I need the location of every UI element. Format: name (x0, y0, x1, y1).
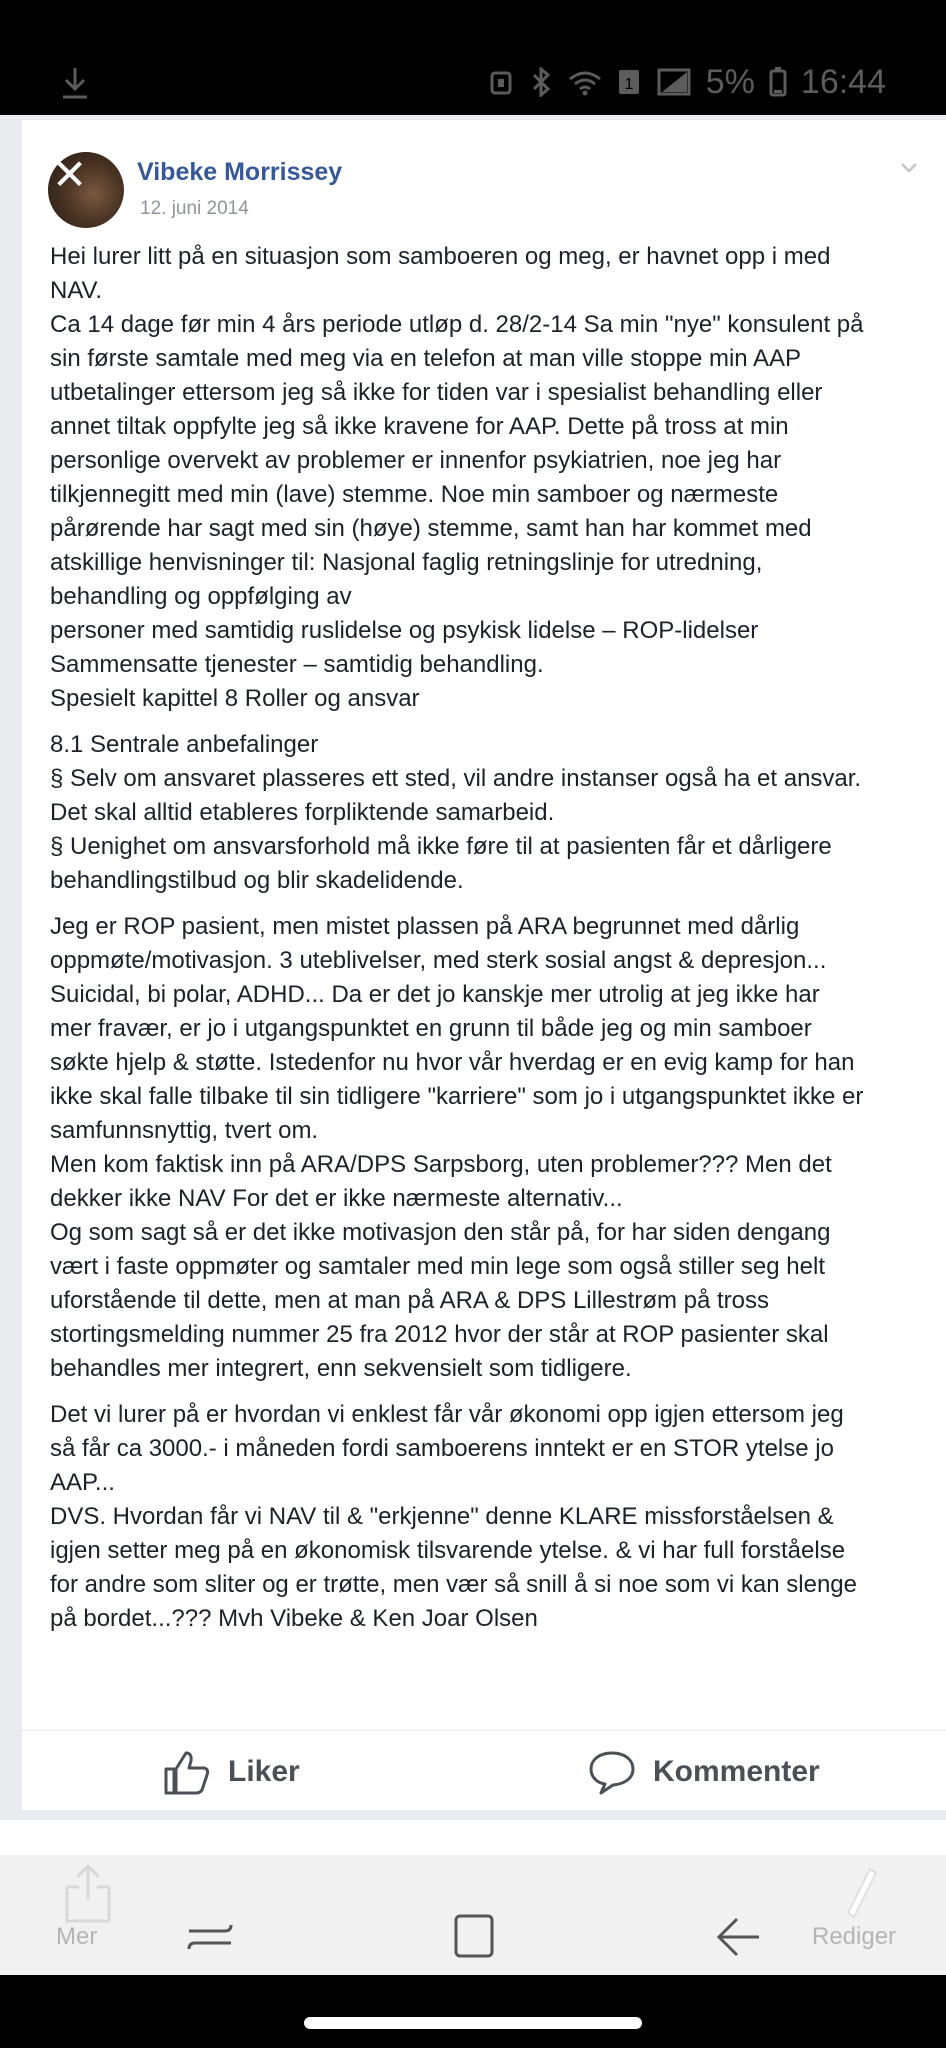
action-bar (22, 1730, 946, 1810)
post-text-line: NAV. (50, 277, 103, 304)
post-text-line: pårørende har sagt med sin (høye) stemme, samt han har kommet med (50, 515, 812, 542)
post-text-line: Suicidal, bi polar, ADHD... Da er det jo kanskje mer utrolig at jeg ikke har (50, 981, 820, 1008)
post-text-line: Hei lurer litt på en situasjon som samboeren og meg, er havnet opp i med (50, 243, 831, 270)
post-text-line: igjen setter meg på en økonomisk tilsvarende ytelse. & vi har full forståelse (50, 1537, 846, 1564)
clock: 16:44 (800, 62, 886, 101)
post-text-line: Ca 14 dage før min 4 års periode utløp d. 28/2-14 Sa min "nye" konsulent på (50, 311, 864, 338)
post-text-line: Men kom faktisk inn på ARA/DPS Sarpsborg, uten problemer??? Men det (50, 1151, 832, 1178)
like-label: Liker (228, 1755, 300, 1788)
battery-icon (769, 67, 787, 97)
share-icon (59, 1863, 117, 1927)
back-icon[interactable] (715, 1915, 765, 1959)
sim-icon (616, 67, 642, 97)
post-text-line: utbetalinger ettersom jeg så ikke for tiden var i spesialist behandling eller (50, 379, 823, 406)
post-text-line: behandling og oppfølging av (50, 583, 352, 610)
chevron-down-icon[interactable] (898, 156, 920, 178)
post-text-line: Sammensatte tjenester – samtidig behandling. (50, 651, 544, 678)
post-text-line: uforstående til dette, men at man på ARA & DPS Lillestrøm på tross (50, 1287, 770, 1314)
post-text-line: personlige overvekt av problemer er innenfor psykiatrien, noe jeg har (50, 447, 782, 474)
post-paragraph (50, 240, 930, 716)
edit-label: Rediger (812, 1923, 897, 1950)
alarm-icon (488, 67, 514, 97)
post-text-line: stortingsmelding nummer 25 fra 2012 hvor der står at ROP pasienter skal (50, 1321, 829, 1348)
wifi-icon (568, 67, 602, 97)
image-viewer (0, 115, 946, 1855)
home-gesture-bar[interactable] (304, 2017, 642, 2029)
download-icon (60, 66, 90, 100)
like-button[interactable] (162, 1747, 300, 1797)
post-text-line: ikke skal falle tilbake til sin tidligere "karriere" som jo i utgangspunktet ikke er (50, 1083, 864, 1110)
close-icon[interactable]: ✕ (52, 152, 88, 199)
post-text-line: 8.1 Sentrale anbefalinger (50, 731, 319, 758)
post-text-line: Det skal alltid etableres forpliktende samarbeid. (50, 799, 555, 826)
edit-button[interactable] (800, 1865, 920, 1930)
post-text-line: Jeg er ROP pasient, men mistet plassen på ARA begrunnet med dårlig (50, 913, 800, 940)
navigation-bar (0, 1975, 946, 2048)
author-name[interactable]: Vibeke Morrissey (137, 158, 343, 186)
post-text-line: tilkjennegitt med min (lave) stemme. Noe min samboer og nærmeste (50, 481, 779, 508)
comment-button[interactable] (587, 1747, 820, 1797)
post-text-line: § Selv om ansvaret plasseres ett sted, vil andre instanser også ha et ansvar. (50, 765, 862, 792)
post-text-line: annet tiltak oppfylte jeg så ikke kravene for AAP. Dette på tross at min (50, 413, 789, 440)
post-text-line: behandles mer integrert, enn sekvensielt som tidligere. (50, 1355, 632, 1382)
post-text-line: personer med samtidig ruslidelse og psykisk lidelse – ROP-lidelser (50, 617, 759, 644)
post-paragraph (50, 728, 930, 898)
signal-icon (656, 67, 692, 97)
svg-text:1: 1 (624, 76, 634, 93)
post-text-line: behandlingstilbud og blir skadelidende. (50, 867, 464, 894)
post-text-line: dekker ikke NAV For det er ikke nærmeste alternativ... (50, 1185, 623, 1212)
post-text-line: sin første samtale med meg via en telefon at man ville stoppe min AAP (50, 345, 802, 372)
thumbs-up-icon (162, 1747, 212, 1797)
pencil-icon (840, 1865, 880, 1925)
post-text-line: for andre som sliter og er trøtte, men vær så snill å si noe som vi kan slenge (50, 1571, 857, 1598)
post-text-line: Og som sagt så er det ikke motivasjon den står på, for har siden dengang (50, 1219, 831, 1246)
post-text-line: mer fravær, er jo i utgangspunktet en grunn til både jeg og min samboer (50, 1015, 812, 1042)
post-paragraph (50, 910, 930, 1386)
comment-label: Kommenter (653, 1755, 820, 1788)
post-text-line: på bordet...??? Mvh Vibeke & Ken Joar Olsen (50, 1605, 538, 1632)
comment-icon (587, 1747, 637, 1797)
post-text-line: samfunnsnyttig, tvert om. (50, 1117, 319, 1144)
post-text-line: atskillige henvisninger til: Nasjonal faglig retningslinje for utredning, (50, 549, 763, 576)
post-paragraph (50, 1398, 930, 1636)
post-text-line: Spesielt kapittel 8 Roller og ansvar (50, 685, 420, 712)
post-text-line: § Uenighet om ansvarsforhold må ikke føre til at pasienten får et dårligere (50, 833, 832, 860)
home-icon[interactable] (452, 1912, 496, 1960)
post-date[interactable]: 12. juni 2014 (140, 198, 249, 219)
post-text (50, 240, 930, 1648)
battery-percent: 5% (705, 62, 755, 101)
share-button[interactable] (48, 1863, 128, 1932)
post-text-line: Det vi lurer på er hvordan vi enklest får vår økonomi opp igjen ettersom jeg (50, 1401, 844, 1428)
post-text-line: så får ca 3000.- i måneden fordi samboerens inntekt er en STOR ytelse jo (50, 1435, 834, 1462)
post-text-line: DVS. Hvordan får vi NAV til & "erkjenne" denne KLARE missforståelsen & (50, 1503, 834, 1530)
status-bar (0, 0, 946, 115)
post-text-line: vært i faste oppmøter og samtaler med min lege som også stiller seg helt (50, 1253, 825, 1280)
post-card (22, 120, 946, 1810)
bluetooth-icon (528, 67, 554, 97)
avatar[interactable] (48, 152, 124, 228)
post-text-line: oppmøte/motivasjon. 3 uteblivelser, med sterk sosial angst & depresjon... (50, 947, 827, 974)
recent-apps-icon[interactable] (185, 1915, 235, 1959)
post-text-line: AAP... (50, 1469, 115, 1496)
share-label: Mer (56, 1923, 98, 1950)
next-post-strip (0, 1820, 946, 1855)
post-text-line: søkte hjelp & støtte. Istedenfor nu hvor vår hverdag er en evig kamp for han (50, 1049, 855, 1076)
